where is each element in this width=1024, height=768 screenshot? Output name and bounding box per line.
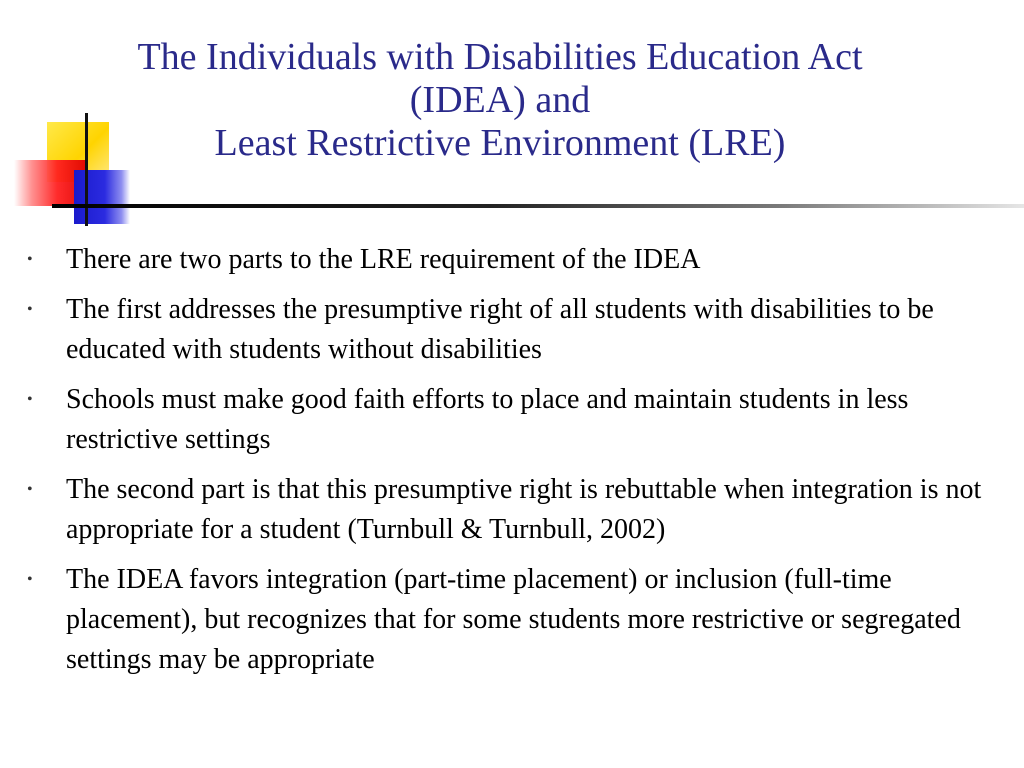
bullet-dot-icon: • xyxy=(27,571,33,588)
bullet-item xyxy=(0,380,1024,460)
bullet-text: The second part is that this presumptive right is rebuttable when integration is not appropriate for a student (Turnbull & Turnbull, 2002) xyxy=(66,474,982,545)
bullet-item xyxy=(0,290,1024,370)
bullet-text: There are two parts to the LRE requirement of the IDEA xyxy=(66,244,701,275)
bullet-text: The IDEA favors integration (part-time placement) or inclusion (full-time placement), but recognizes that for some students more restrictive or segregated settings may be appropriate xyxy=(66,564,961,675)
decorative-blue-square xyxy=(74,170,130,224)
bullet-item xyxy=(0,470,1024,550)
bullet-list xyxy=(0,240,1024,690)
slide-title xyxy=(40,36,960,165)
bullet-dot-icon: • xyxy=(27,481,33,498)
bullet-text: The first addresses the presumptive right of all students with disabilities to be educated with students without disabilities xyxy=(66,294,934,365)
bullet-item xyxy=(0,240,1024,280)
bullet-item xyxy=(0,560,1024,680)
bullet-dot-icon: • xyxy=(27,251,33,268)
bullet-dot-icon: • xyxy=(27,301,33,318)
title-line-3: Least Restrictive Environment (LRE) xyxy=(214,122,786,164)
title-line-1: The Individuals with Disabilities Education Act xyxy=(137,36,863,78)
bullet-dot-icon: • xyxy=(27,391,33,408)
title-divider-line xyxy=(52,204,1024,208)
bullet-text: Schools must make good faith efforts to place and maintain students in less restrictive settings xyxy=(66,384,909,455)
title-line-2: (IDEA) and xyxy=(409,79,591,121)
